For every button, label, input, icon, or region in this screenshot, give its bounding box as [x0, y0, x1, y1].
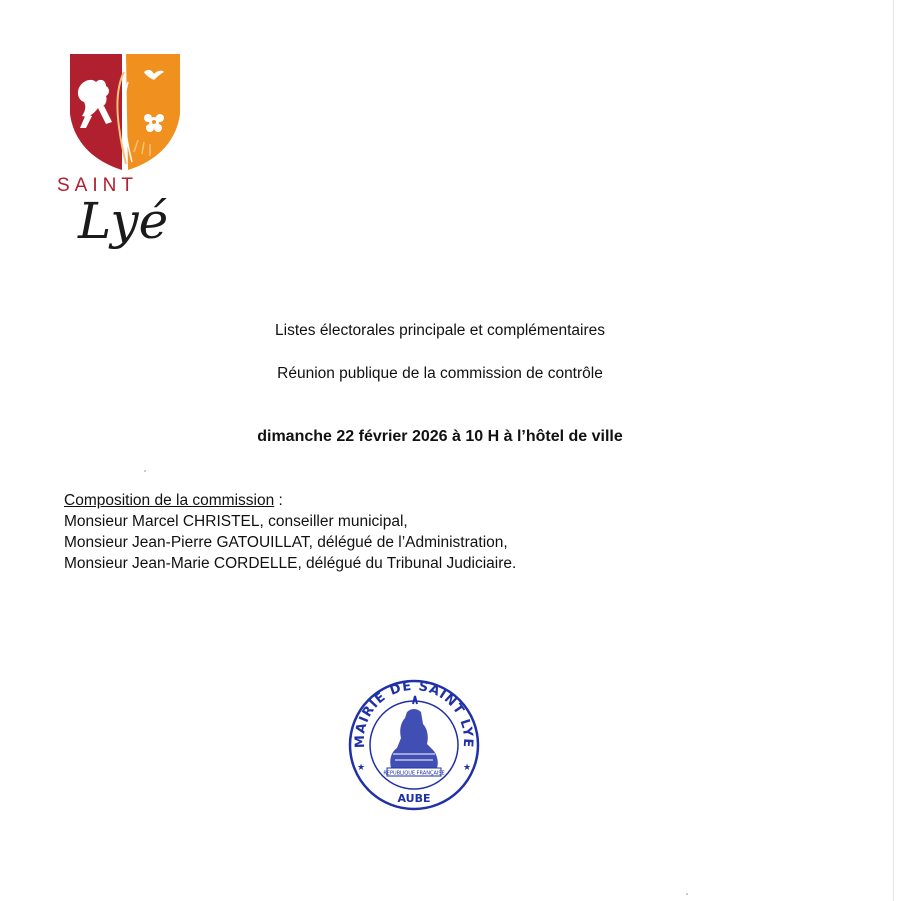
mairie-official-stamp [347, 678, 481, 812]
notice-line-lists: Listes électorales principale et complémentaires [275, 322, 605, 339]
notice-date-line: dimanche 22 février 2026 à 10 H à l’hôtel de ville [257, 428, 623, 445]
stamp-bottom-text: AUBE [397, 792, 431, 805]
composition-heading-colon: : [274, 492, 283, 509]
stamp-ring-text: MAIRIE DE SAINT LYE [352, 678, 476, 749]
member-line: Monsieur Marcel CHRISTEL, conseiller municipal, [64, 513, 408, 530]
stamp-star-left-icon: ★ [357, 763, 366, 773]
composition-heading-text: Composition de la commission [64, 492, 275, 509]
logo-word-lye [74, 186, 200, 252]
scan-speck [144, 470, 146, 472]
member-line: Monsieur Jean-Marie CORDELLE, délégué du Tribunal Judiciaire. [64, 555, 517, 572]
logo-lye-text: Lyé [78, 192, 169, 250]
saint-lye-shield-logo [66, 52, 184, 172]
member-line: Monsieur Jean-Pierre GATOUILLAT, délégué de l’Administration, [64, 534, 508, 551]
scan-speck [686, 893, 688, 895]
logo-word-saint: SAINT [57, 175, 138, 196]
composition-heading [64, 492, 283, 510]
notice-line-meeting: Réunion publique de la commission de contrôle [277, 365, 603, 382]
stamp-banner-text: REPUBLIQUE FRANÇAISE [383, 770, 445, 777]
stamp-star-right-icon: ★ [463, 763, 472, 773]
page-edge [893, 0, 894, 901]
